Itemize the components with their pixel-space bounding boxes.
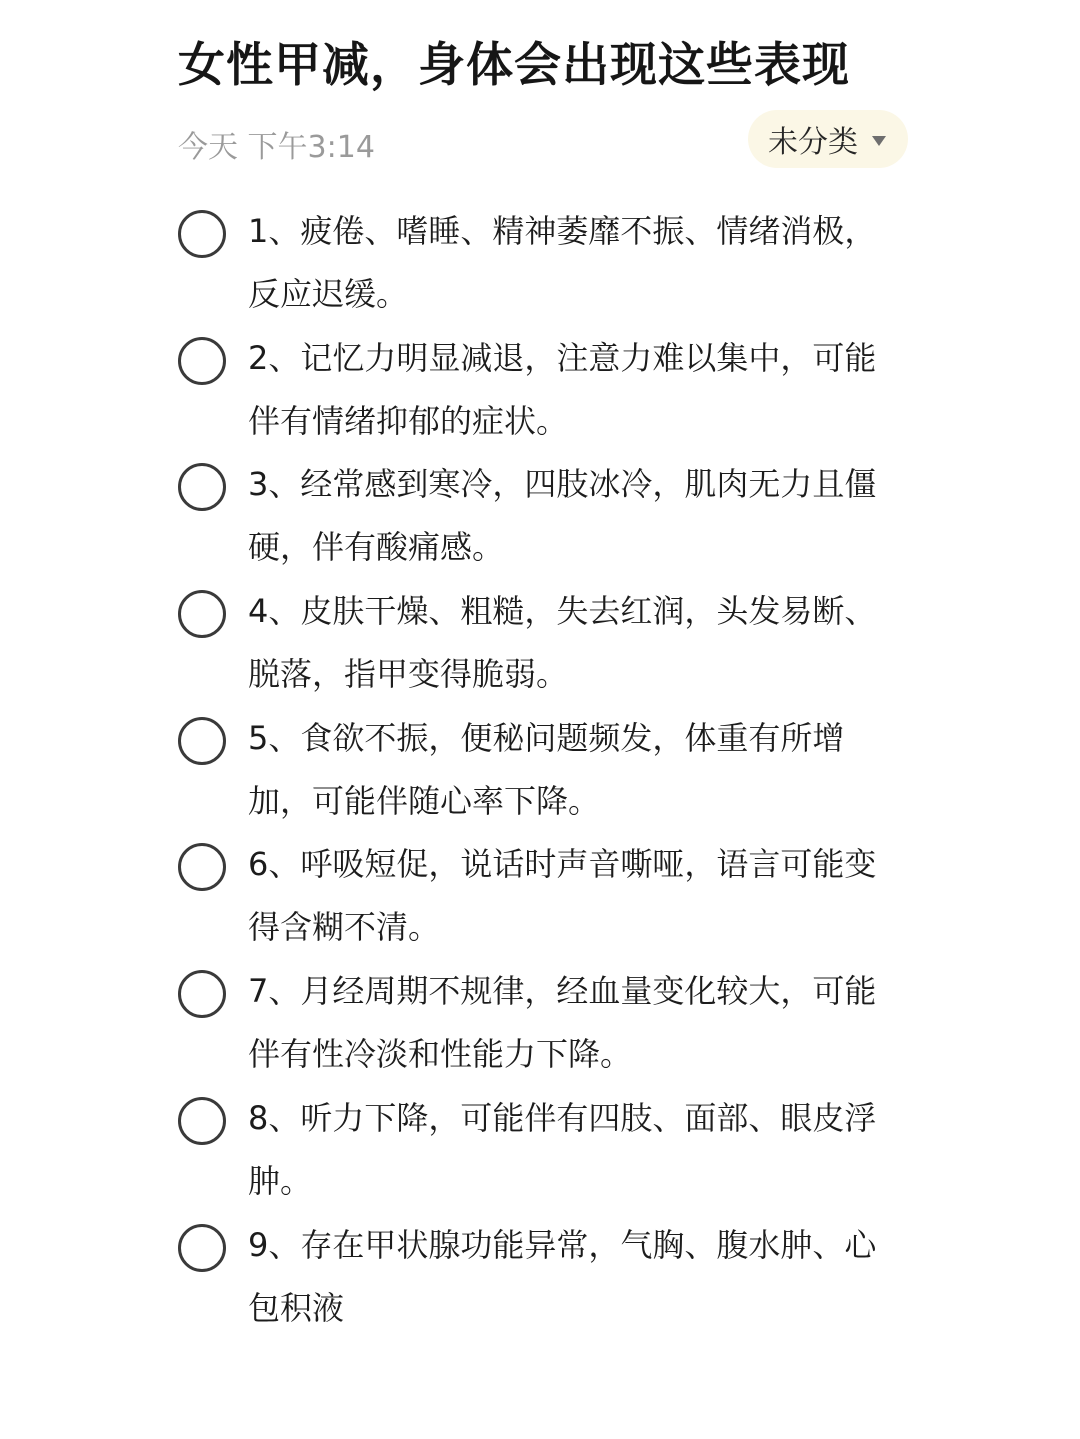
checklist-item-text[interactable]: 1、疲倦、嗜睡、精神萎靡不振、情绪消极，反应迟缓。	[248, 212, 877, 313]
checklist-item	[178, 329, 908, 456]
checkbox-circle-icon[interactable]	[178, 590, 226, 638]
checkbox-circle-icon[interactable]	[178, 337, 226, 385]
checkbox-circle-icon[interactable]	[178, 1097, 226, 1145]
checklist-item	[178, 582, 908, 709]
checklist-item	[178, 709, 908, 836]
checklist-item	[178, 1089, 908, 1216]
category-dropdown[interactable]	[748, 110, 908, 168]
checkbox-circle-icon[interactable]	[178, 463, 226, 511]
checklist-item-text[interactable]: 5、食欲不振，便秘问题频发，体重有所增加，可能伴随心率下降。	[248, 718, 845, 820]
checklist-item-text[interactable]: 2、记忆力明显减退，注意力难以集中，可能伴有情绪抑郁的症状。	[248, 338, 877, 440]
checklist-item-text[interactable]: 9、存在甲状腺功能异常，气胸、腹水肿、心包积液	[248, 1225, 877, 1327]
checklist-item-text[interactable]: 3、经常感到寒冷，四肢冰冷，肌肉无力且僵硬，伴有酸痛感。	[248, 465, 877, 567]
caret-down-icon	[872, 136, 886, 146]
checkbox-circle-icon[interactable]	[178, 843, 226, 891]
checklist-item	[178, 202, 908, 329]
checklist-item	[178, 835, 908, 962]
checkbox-circle-icon[interactable]	[178, 1224, 226, 1272]
checklist	[178, 202, 908, 1342]
checklist-item	[178, 962, 908, 1089]
checklist-item-text[interactable]: 8、听力下降，可能伴有四肢、面部、眼皮浮肿。	[248, 1098, 877, 1200]
category-label: 未分类	[768, 125, 858, 160]
checkbox-circle-icon[interactable]	[178, 210, 226, 258]
checkbox-circle-icon[interactable]	[178, 717, 226, 765]
checklist-item	[178, 455, 908, 582]
checklist-item-text[interactable]: 7、月经周期不规律，经血量变化较大，可能伴有性冷淡和性能力下降。	[248, 972, 877, 1074]
note-timestamp: 今天 下午3:14	[178, 130, 375, 165]
checklist-item-text[interactable]: 6、呼吸短促，说话时声音嘶哑，语言可能变得含糊不清。	[248, 845, 877, 947]
checklist-item	[178, 1216, 908, 1343]
checklist-item-text[interactable]: 4、皮肤干燥、粗糙，失去红润，头发易断、脱落，指甲变得脆弱。	[248, 592, 877, 694]
note-title[interactable]: 女性甲减，身体会出现这些表现	[178, 38, 850, 93]
checkbox-circle-icon[interactable]	[178, 970, 226, 1018]
note-meta	[178, 116, 908, 166]
